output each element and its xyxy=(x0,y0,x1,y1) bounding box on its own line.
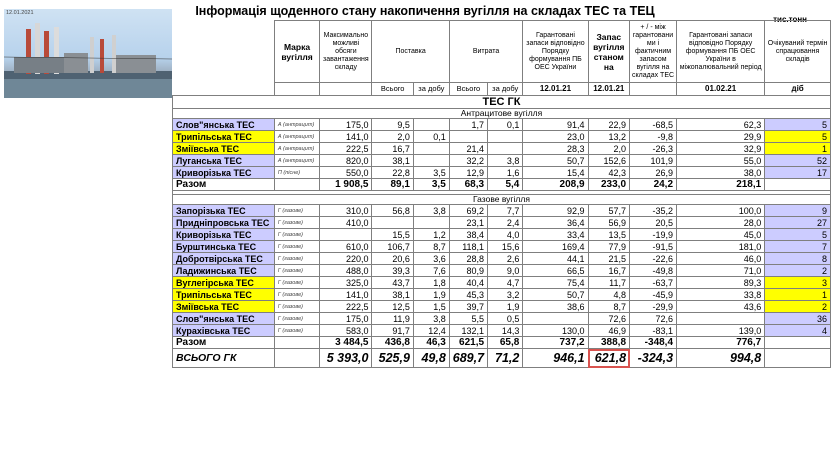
cell-spending-day: 2,4 xyxy=(488,217,523,229)
total-max-volume: 3 484,5 xyxy=(320,337,372,349)
total-expected xyxy=(765,337,831,349)
grand-total-spending-day: 71,2 xyxy=(488,349,523,368)
coal-mark: А (антрацит) xyxy=(274,131,319,143)
cell-diff: -19,9 xyxy=(630,229,677,241)
grand-total-expected xyxy=(765,349,831,368)
cell-diff: 20,5 xyxy=(630,217,677,229)
coal-mark: А (антрацит) xyxy=(274,155,319,167)
cell-guaranteed-period: 38,0 xyxy=(677,167,765,179)
col-header-max-volume: Максимально можливі обсяги завантаження складу xyxy=(320,21,372,83)
plant-name: Бурштинська ТЕС xyxy=(173,241,275,253)
table-row xyxy=(173,325,831,337)
cell-guaranteed xyxy=(523,313,588,325)
plant-name: Придніпровська ТЕС xyxy=(173,217,275,229)
cell-stock: 46,9 xyxy=(588,325,629,337)
cell-spending-day: 3,8 xyxy=(488,155,523,167)
spending-total-header: Всього xyxy=(449,83,487,96)
cell-stock: 21,5 xyxy=(588,253,629,265)
power-plant-icon xyxy=(4,9,172,98)
coal-mark: Г (газове) xyxy=(274,205,319,217)
cell-expected: 2 xyxy=(765,265,831,277)
col-header-supply: Поставка xyxy=(372,21,449,83)
total-spending-day: 65,8 xyxy=(488,337,523,349)
cell-max-volume: 220,0 xyxy=(320,253,372,265)
section-total-row xyxy=(173,179,831,191)
cell-guaranteed-period: 46,0 xyxy=(677,253,765,265)
cell-expected: 52 xyxy=(765,155,831,167)
cell-supply-day xyxy=(413,155,449,167)
cell-diff: -35,2 xyxy=(630,205,677,217)
cell-diff: -45,9 xyxy=(630,289,677,301)
total-supply-day: 3,5 xyxy=(413,179,449,191)
total-spending: 621,5 xyxy=(449,337,487,349)
cell-supply-day xyxy=(413,217,449,229)
cell-guaranteed: 91,4 xyxy=(523,119,588,131)
cell-expected: 7 xyxy=(765,241,831,253)
total-spending-day: 5,4 xyxy=(488,179,523,191)
cell-spending: 118,1 xyxy=(449,241,487,253)
cell-spending-day: 9,0 xyxy=(488,265,523,277)
grand-total-label: ВСЬОГО ГК xyxy=(173,349,275,368)
table-row xyxy=(173,143,831,155)
cell-expected: 5 xyxy=(765,119,831,131)
plant-name: Вуглегірська ТЕС xyxy=(173,277,275,289)
cell-supply: 91,7 xyxy=(372,325,413,337)
cell-spending: 132,1 xyxy=(449,325,487,337)
cell-expected: 1 xyxy=(765,143,831,155)
table-row xyxy=(173,155,831,167)
cell-spending: 23,1 xyxy=(449,217,487,229)
cell-stock: 2,0 xyxy=(588,143,629,155)
cell-diff: -22,6 xyxy=(630,253,677,265)
cell-guaranteed-period: 32,9 xyxy=(677,143,765,155)
cell-spending: 69,2 xyxy=(449,205,487,217)
cell-guaranteed: 28,3 xyxy=(523,143,588,155)
cell-supply-day xyxy=(413,119,449,131)
cell-guaranteed: 50,7 xyxy=(523,155,588,167)
cell-max-volume xyxy=(320,229,372,241)
cell-supply-day: 7,6 xyxy=(413,265,449,277)
grand-total-stock: 621,8 xyxy=(588,349,629,368)
cell-expected: 8 xyxy=(765,253,831,265)
cell-diff: 101,9 xyxy=(630,155,677,167)
cell-supply: 9,5 xyxy=(372,119,413,131)
cell-supply: 38,1 xyxy=(372,155,413,167)
coal-stock-table xyxy=(172,20,831,368)
col-header-guaranteed: Гарантовані запаси відповідно Порядку формування ПБ ОЕС України xyxy=(523,21,588,83)
cell-supply: 16,7 xyxy=(372,143,413,155)
total-guaranteed-period: 218,1 xyxy=(677,179,765,191)
grand-total-guaranteed-period: 994,8 xyxy=(677,349,765,368)
cell-spending-day: 0,1 xyxy=(488,119,523,131)
cell-supply-day xyxy=(413,143,449,155)
plant-name: Запорізька ТЕС xyxy=(173,205,275,217)
coal-mark: Г (газове) xyxy=(274,253,319,265)
cell-stock: 57,7 xyxy=(588,205,629,217)
cell-guaranteed-period: 55,0 xyxy=(677,155,765,167)
total-label: Разом xyxy=(173,337,275,349)
cell-spending: 40,4 xyxy=(449,277,487,289)
cell-supply: 38,1 xyxy=(372,289,413,301)
stock-date: 12.01.21 xyxy=(588,83,629,96)
table-row xyxy=(173,205,831,217)
cell-supply-day: 3,8 xyxy=(413,313,449,325)
coal-mark: П (пісне) xyxy=(274,167,319,179)
total-max-volume: 1 908,5 xyxy=(320,179,372,191)
table-row xyxy=(173,167,831,179)
cell-stock: 11,7 xyxy=(588,277,629,289)
table-row xyxy=(173,229,831,241)
cell-guaranteed-period xyxy=(677,313,765,325)
cell-diff: -91,5 xyxy=(630,241,677,253)
spending-day-header: за добу xyxy=(488,83,523,96)
cell-spending-day xyxy=(488,143,523,155)
cell-expected: 5 xyxy=(765,131,831,143)
cell-max-volume: 583,0 xyxy=(320,325,372,337)
total-diff: 24,2 xyxy=(630,179,677,191)
cell-stock: 42,3 xyxy=(588,167,629,179)
cell-spending-day: 2,6 xyxy=(488,253,523,265)
plant-name: Трипільська ТЕС xyxy=(173,131,275,143)
cell-spending-day: 15,6 xyxy=(488,241,523,253)
cell-max-volume: 610,0 xyxy=(320,241,372,253)
cell-spending: 12,9 xyxy=(449,167,487,179)
total-expected xyxy=(765,179,831,191)
cell-expected: 17 xyxy=(765,167,831,179)
cell-spending: 21,4 xyxy=(449,143,487,155)
cell-supply-day: 1,9 xyxy=(413,289,449,301)
col-header-diff: + / - між гарантовани ми і фактичним запасом вугілля на складах ТЕС xyxy=(630,21,677,83)
cell-diff: -63,7 xyxy=(630,277,677,289)
cell-guaranteed-period: 28,0 xyxy=(677,217,765,229)
table-row xyxy=(173,301,831,313)
cell-max-volume: 222,5 xyxy=(320,301,372,313)
grand-total-supply-day: 49,8 xyxy=(413,349,449,368)
section-total-row xyxy=(173,337,831,349)
coal-mark: Г (газове) xyxy=(274,313,319,325)
cell-expected: 1 xyxy=(765,289,831,301)
cell-supply: 15,5 xyxy=(372,229,413,241)
table-row xyxy=(173,131,831,143)
cell-spending-day: 14,3 xyxy=(488,325,523,337)
coal-mark: Г (газове) xyxy=(274,241,319,253)
total-stock: 233,0 xyxy=(588,179,629,191)
table-row xyxy=(173,313,831,325)
cell-spending-day: 3,2 xyxy=(488,289,523,301)
cell-supply-day: 3,8 xyxy=(413,205,449,217)
cell-spending: 39,7 xyxy=(449,301,487,313)
cell-stock: 56,9 xyxy=(588,217,629,229)
cell-supply: 56,8 xyxy=(372,205,413,217)
cell-spending: 80,9 xyxy=(449,265,487,277)
plant-name: Криворізька ТЕС xyxy=(173,167,275,179)
cell-guaranteed-period: 100,0 xyxy=(677,205,765,217)
plant-name: Слов"янська ТЕС xyxy=(173,313,275,325)
cell-stock: 152,6 xyxy=(588,155,629,167)
cell-guaranteed-period: 33,8 xyxy=(677,289,765,301)
cell-diff: -9,8 xyxy=(630,131,677,143)
cell-expected: 5 xyxy=(765,229,831,241)
cell-stock: 22,9 xyxy=(588,119,629,131)
plant-name: Ладижинська ТЕС xyxy=(173,265,275,277)
plant-name: Трипільська ТЕС xyxy=(173,289,275,301)
coal-mark: Г (газове) xyxy=(274,217,319,229)
cell-supply-day: 8,7 xyxy=(413,241,449,253)
total-guaranteed-period: 776,7 xyxy=(677,337,765,349)
cell-spending: 5,5 xyxy=(449,313,487,325)
cell-diff: -26,3 xyxy=(630,143,677,155)
coal-mark: Г (газове) xyxy=(274,265,319,277)
cell-guaranteed: 44,1 xyxy=(523,253,588,265)
cell-guaranteed: 23,0 xyxy=(523,131,588,143)
cell-spending-day: 0,5 xyxy=(488,313,523,325)
cell-diff: -83,1 xyxy=(630,325,677,337)
cell-spending: 38,4 xyxy=(449,229,487,241)
col-header-guaranteed-period: Гарантовані запаси відповідно Порядку формування ПБ ОЕС України в міжопалювальний період xyxy=(677,21,765,83)
cell-stock: 77,9 xyxy=(588,241,629,253)
cell-supply-day: 3,6 xyxy=(413,253,449,265)
cell-diff: 72,6 xyxy=(630,313,677,325)
cell-guaranteed: 130,0 xyxy=(523,325,588,337)
cell-guaranteed-period: 45,0 xyxy=(677,229,765,241)
cell-supply: 43,7 xyxy=(372,277,413,289)
cell-guaranteed-period: 139,0 xyxy=(677,325,765,337)
cell-expected: 27 xyxy=(765,217,831,229)
cell-stock: 4,8 xyxy=(588,289,629,301)
plant-name: Слов"янська ТЕС xyxy=(173,119,275,131)
days-unit: діб xyxy=(765,83,831,96)
cell-max-volume: 310,0 xyxy=(320,205,372,217)
cell-supply: 39,3 xyxy=(372,265,413,277)
grand-total-spending: 689,7 xyxy=(449,349,487,368)
power-plant-photo xyxy=(4,9,172,98)
total-label: Разом xyxy=(173,179,275,191)
cell-supply: 12,5 xyxy=(372,301,413,313)
cell-guaranteed: 38,6 xyxy=(523,301,588,313)
cell-supply: 20,6 xyxy=(372,253,413,265)
total-stock: 388,8 xyxy=(588,337,629,349)
cell-max-volume: 550,0 xyxy=(320,167,372,179)
cell-spending: 28,8 xyxy=(449,253,487,265)
report-title: Інформація щоденного стану накопичення вугілля на складах ТЕС та ТЕЦ xyxy=(195,4,655,18)
cell-diff: 26,9 xyxy=(630,167,677,179)
cell-supply-day: 1,8 xyxy=(413,277,449,289)
grand-total-supply: 525,9 xyxy=(372,349,413,368)
coal-mark: А (антрацит) xyxy=(274,143,319,155)
section-title: Газове вугілля xyxy=(173,195,831,205)
cell-max-volume: 488,0 xyxy=(320,265,372,277)
table-row xyxy=(173,277,831,289)
guaranteed-date: 12.01.21 xyxy=(523,83,588,96)
cell-stock: 8,7 xyxy=(588,301,629,313)
table-row xyxy=(173,217,831,229)
table-row xyxy=(173,289,831,301)
cell-max-volume: 175,0 xyxy=(320,313,372,325)
cell-guaranteed-period: 89,3 xyxy=(677,277,765,289)
col-header-spending: Витрата xyxy=(449,21,523,83)
cell-stock: 13,5 xyxy=(588,229,629,241)
photo-date: 12.01.2021 xyxy=(6,10,34,16)
cell-max-volume: 175,0 xyxy=(320,119,372,131)
cell-expected: 3 xyxy=(765,277,831,289)
cell-max-volume: 820,0 xyxy=(320,155,372,167)
cell-max-volume: 325,0 xyxy=(320,277,372,289)
cell-supply: 22,8 xyxy=(372,167,413,179)
cell-spending-day: 7,7 xyxy=(488,205,523,217)
supply-total-header: Всього xyxy=(372,83,413,96)
cell-spending-day: 4,7 xyxy=(488,277,523,289)
coal-mark: Г (газове) xyxy=(274,325,319,337)
cell-stock: 13,2 xyxy=(588,131,629,143)
cell-supply-day: 1,2 xyxy=(413,229,449,241)
coal-mark: Г (газове) xyxy=(274,301,319,313)
cell-diff: -49,8 xyxy=(630,265,677,277)
cell-spending-day: 1,9 xyxy=(488,301,523,313)
table-row xyxy=(173,265,831,277)
total-guaranteed: 737,2 xyxy=(523,337,588,349)
cell-spending: 1,7 xyxy=(449,119,487,131)
cell-supply-day: 3,5 xyxy=(413,167,449,179)
plant-name: Добротвірська ТЕС xyxy=(173,253,275,265)
cell-guaranteed-period: 62,3 xyxy=(677,119,765,131)
cell-guaranteed: 66,5 xyxy=(523,265,588,277)
cell-guaranteed: 92,9 xyxy=(523,205,588,217)
cell-guaranteed-period: 181,0 xyxy=(677,241,765,253)
cell-expected: 9 xyxy=(765,205,831,217)
cell-supply-day: 12,4 xyxy=(413,325,449,337)
cell-guaranteed: 15,4 xyxy=(523,167,588,179)
cell-expected: 36 xyxy=(765,313,831,325)
table-row xyxy=(173,241,831,253)
total-supply-day: 46,3 xyxy=(413,337,449,349)
cell-max-volume: 141,0 xyxy=(320,131,372,143)
section-title: Антрацитове вугілля xyxy=(173,109,831,119)
cell-guaranteed: 50,7 xyxy=(523,289,588,301)
total-diff: -348,4 xyxy=(630,337,677,349)
col-header-mark: Марка вугілля xyxy=(274,21,319,83)
grand-total-max: 5 393,0 xyxy=(320,349,372,368)
cell-spending-day: 4,0 xyxy=(488,229,523,241)
total-supply: 89,1 xyxy=(372,179,413,191)
cell-max-volume: 222,5 xyxy=(320,143,372,155)
unit-label: тис.тонн xyxy=(773,15,807,24)
cell-diff: -29,9 xyxy=(630,301,677,313)
cell-supply xyxy=(372,217,413,229)
plant-name: Луганська ТЕС xyxy=(173,155,275,167)
cell-max-volume: 410,0 xyxy=(320,217,372,229)
plant-name: Курахівська ТЕС xyxy=(173,325,275,337)
cell-spending-day: 1,6 xyxy=(488,167,523,179)
cell-diff: -68,5 xyxy=(630,119,677,131)
plant-name: Криворізька ТЕС xyxy=(173,229,275,241)
cell-spending-day xyxy=(488,131,523,143)
cell-guaranteed-period: 43,6 xyxy=(677,301,765,313)
supply-day-header: за добу xyxy=(413,83,449,96)
guaranteed-period-date: 01.02.21 xyxy=(677,83,765,96)
cell-stock: 72,6 xyxy=(588,313,629,325)
cell-guaranteed: 36,4 xyxy=(523,217,588,229)
cell-supply-day: 1,5 xyxy=(413,301,449,313)
cell-guaranteed: 33,4 xyxy=(523,229,588,241)
cell-spending: 32,2 xyxy=(449,155,487,167)
table-row xyxy=(173,253,831,265)
coal-mark: Г (газове) xyxy=(274,229,319,241)
cell-guaranteed: 169,4 xyxy=(523,241,588,253)
cell-supply: 106,7 xyxy=(372,241,413,253)
total-guaranteed: 208,9 xyxy=(523,179,588,191)
group-title: ТЕС ГК xyxy=(173,96,831,109)
grand-total-guaranteed: 946,1 xyxy=(523,349,588,368)
coal-mark: Г (газове) xyxy=(274,289,319,301)
cell-guaranteed-period: 29,9 xyxy=(677,131,765,143)
cell-supply: 2,0 xyxy=(372,131,413,143)
cell-spending xyxy=(449,131,487,143)
col-header-expected: Очікуваний термін спрацювання складів xyxy=(765,21,831,83)
grand-total-diff: -324,3 xyxy=(630,349,677,368)
plant-name: Зміївська ТЕС xyxy=(173,143,275,155)
coal-mark: А (антрацит) xyxy=(274,119,319,131)
cell-expected: 4 xyxy=(765,325,831,337)
cell-guaranteed-period: 71,0 xyxy=(677,265,765,277)
plant-name: Зміївська ТЕС xyxy=(173,301,275,313)
cell-max-volume: 141,0 xyxy=(320,289,372,301)
total-spending: 68,3 xyxy=(449,179,487,191)
total-supply: 436,8 xyxy=(372,337,413,349)
cell-stock: 16,7 xyxy=(588,265,629,277)
cell-spending: 45,3 xyxy=(449,289,487,301)
table-row xyxy=(173,119,831,131)
col-header-stock: Запас вугілля станом на xyxy=(588,21,629,83)
coal-mark: Г (газове) xyxy=(274,277,319,289)
cell-supply: 11,9 xyxy=(372,313,413,325)
cell-expected: 2 xyxy=(765,301,831,313)
cell-supply-day: 0,1 xyxy=(413,131,449,143)
cell-guaranteed: 75,4 xyxy=(523,277,588,289)
